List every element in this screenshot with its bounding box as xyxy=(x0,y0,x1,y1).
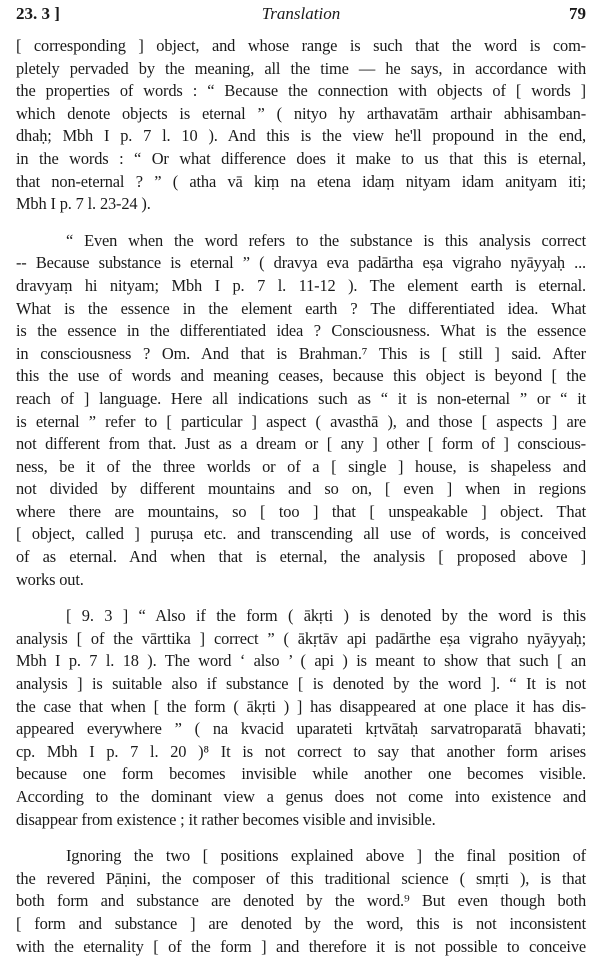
text-line: analysis [ of the vārttika ] correct ” ( ākṛtāv api padārthe eṣa vigraho nyāyyaḥ; xyxy=(16,628,586,648)
text-line: Ignoring the two [ positions explained above ] the final position of xyxy=(66,846,586,866)
text-line: [ object, called ] puruṣa etc. and transcending all use of words, is conceived xyxy=(16,524,586,544)
text-line: Mbh I p. 7 l. 23-24 ). xyxy=(16,194,151,214)
text-line: What is the essence in the element earth ? The differentiated idea. What xyxy=(16,298,586,318)
text-line: [ corresponding ] object, and whose range is such that the word is com- xyxy=(16,36,586,55)
paragraph-gap xyxy=(16,831,586,845)
text-line: the case that when [ the form ( ākṛti ) ] has disappeared at one place it has dis- xyxy=(16,696,586,716)
text-line: is the essence in the differentiated idea ? Consciousness. What is the essence xyxy=(16,321,586,341)
text-line: this the use of words and meaning ceases, because this object is beyond [ the xyxy=(16,366,586,386)
text-line: that non-eternal ? ” ( atha vā kiṃ na etena idaṃ nityam idam anityam iti; xyxy=(16,171,586,191)
text-line: -- Because substance is eternal ” ( dravya eva padārtha eṣa vigraho nyāyyaḥ ... xyxy=(16,253,586,273)
text-line: not divided by different mountains and so on, [ even ] when in regions xyxy=(16,479,586,499)
text-line: where there are mountains, so [ too ] that [ unspeakable ] object. That xyxy=(16,501,586,521)
paragraph-3 xyxy=(16,605,586,831)
text-line: because one form becomes invisible while another one becomes visible. xyxy=(16,764,586,784)
text-line: in consciousness ? Om. And that is Brahman.⁷ This is [ still ] said. After xyxy=(16,343,586,363)
page-body xyxy=(16,35,586,958)
paragraph-2 xyxy=(16,230,586,592)
text-line: both form and substance are denoted by the word.⁹ But even though both xyxy=(16,891,586,911)
text-line: ness, be it of the three worlds or of a [ single ] house, is shapeless and xyxy=(16,456,586,476)
text-line: appeared everywhere ” ( na kvacid uparateti kṛtvātaḥ sarvatroparatā bhavati; xyxy=(16,719,586,739)
text-line: in the words : “ Or what difference does it make to us that this is eternal, xyxy=(16,148,586,168)
text-line: According to the dominant view a genus does not come into existence and xyxy=(16,787,586,806)
text-line: analysis ] is suitable also if substance [ is denoted by the word ]. “ It is not xyxy=(16,674,586,694)
paragraph-gap xyxy=(16,591,586,605)
text-line: dhaḥ; Mbh I p. 7 l. 10 ). And this is the view he'll propound in the end, xyxy=(16,126,586,146)
running-title: Translation xyxy=(261,4,341,23)
text-line: [ form and substance ] are denoted by the word, this is not inconsistent xyxy=(16,913,586,933)
text-line: pletely pervaded by the meaning, all the time — he says, in accordance with xyxy=(16,58,586,78)
page-number: 79 xyxy=(569,4,586,23)
running-header xyxy=(16,4,586,30)
text-line: dravyaṃ hi nityam; Mbh I p. 7 l. 11-12 ). The element earth is eternal. xyxy=(16,275,586,295)
paragraph-1 xyxy=(16,35,586,216)
text-line: the properties of words : “ Because the connection with objects of [ words ] xyxy=(16,81,586,101)
text-line: of as eternal. And when that is eternal, the analysis [ proposed above ] xyxy=(16,547,586,567)
text-line: reach of ] language. Here all indications such as “ it is non-eternal ” or “ it xyxy=(16,388,586,408)
text-line: cp. Mbh I p. 7 l. 20 )⁸ It is not correct to say that another form arises xyxy=(16,741,586,761)
text-line: works out. xyxy=(16,569,84,589)
text-line: Mbh I p. 7 l. 18 ). The word ‘ also ’ ( api ) is meant to show that such [ an xyxy=(16,651,586,671)
section-number: 23. 3 ] xyxy=(16,4,60,23)
text-line: “ Even when the word refers to the substance is this analysis correct xyxy=(66,230,586,250)
paragraph-4 xyxy=(16,845,586,958)
text-line: disappear from existence ; it rather becomes visible and invisible. xyxy=(16,809,436,829)
text-line: is eternal ” refer to [ particular ] aspect ( avasthā ), and those [ aspects ] are xyxy=(16,411,586,431)
text-line: the revered Pāṇini, the composer of this traditional science ( smṛti ), is that xyxy=(16,868,586,888)
text-line: [ 9. 3 ] “ Also if the form ( ākṛti ) is denoted by the word is this xyxy=(66,606,586,626)
text-line: not different from that. Just as a dream or [ any ] other [ form of ] conscious- xyxy=(16,434,586,454)
text-line: which denote objects is eternal ” ( nityo hy arthavatām arthair abhisamban- xyxy=(16,103,586,123)
paragraph-gap xyxy=(16,216,586,230)
text-line: with the eternality [ of the form ] and therefore it is not possible to conceive xyxy=(16,936,586,956)
